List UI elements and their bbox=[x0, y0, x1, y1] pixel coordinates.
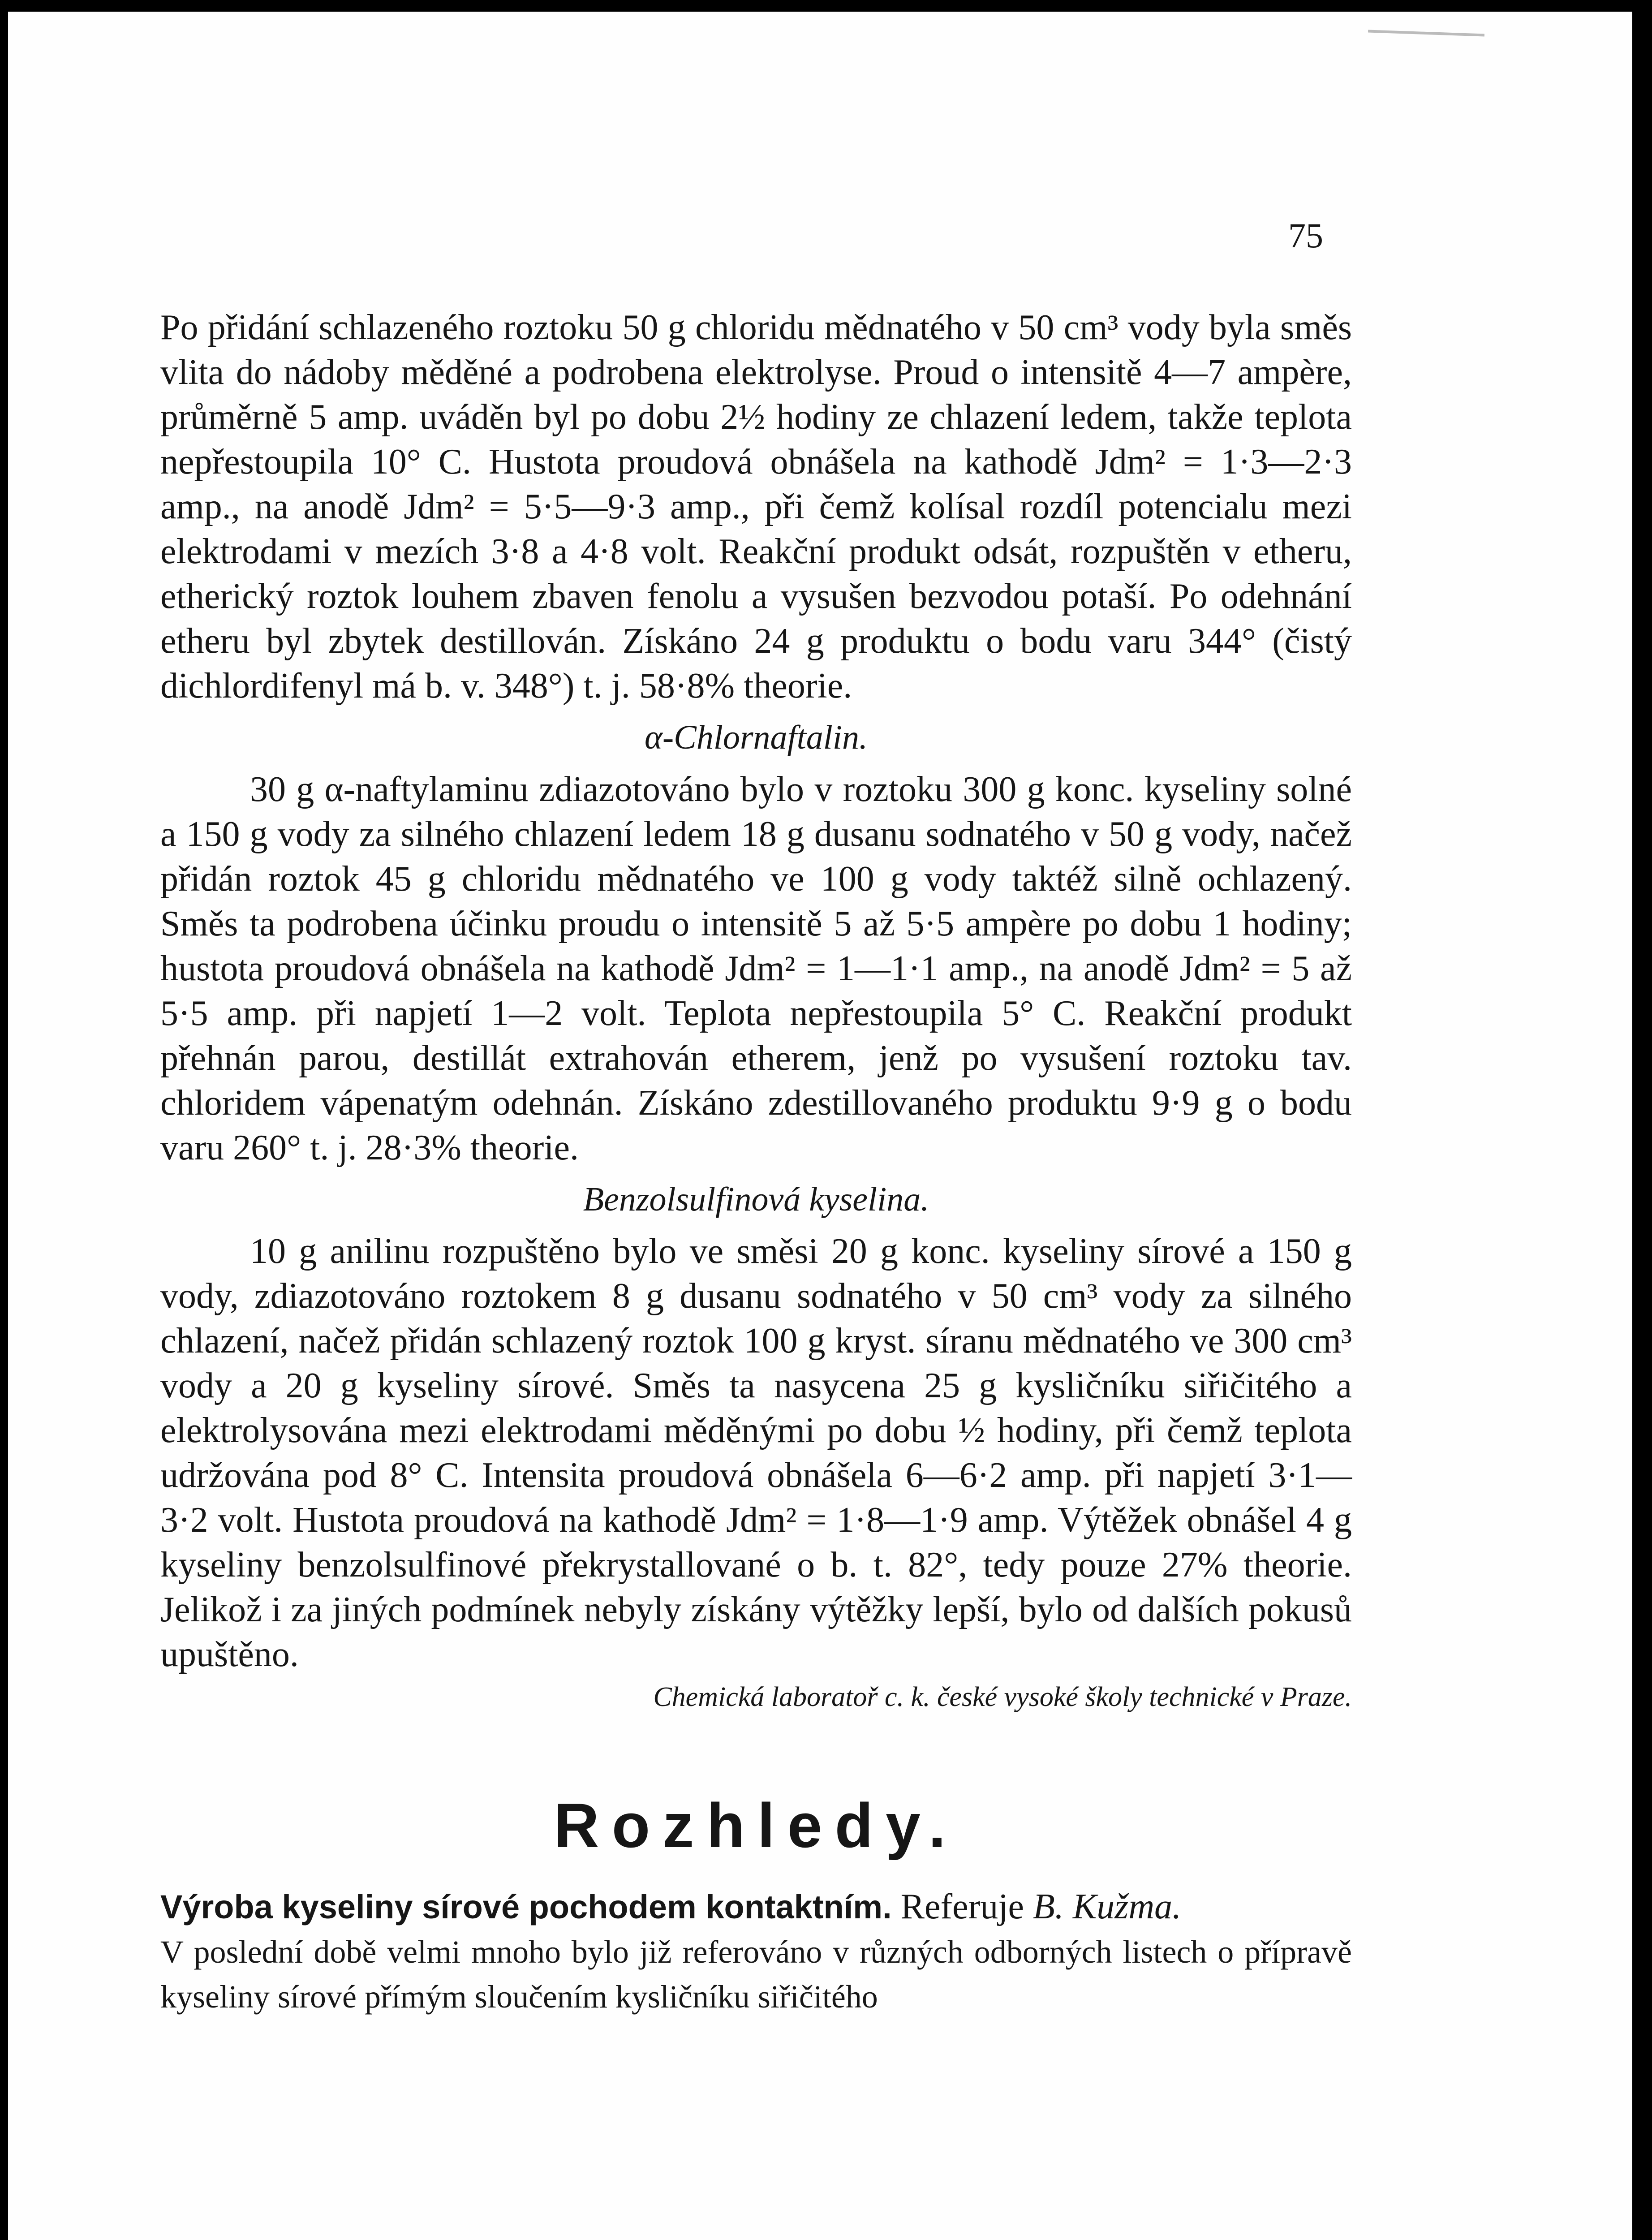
lab-signature: Chemická laboratoř c. k. české vysoké školy technické v Praze. bbox=[653, 1682, 1352, 1712]
subheading-author: B. Kužma. bbox=[1033, 1887, 1182, 1926]
heading-benzolsulfinova: Benzolsulfinová kyselina. bbox=[583, 1180, 929, 1218]
document-page bbox=[8, 12, 1632, 2240]
subheading-ref: Referuje bbox=[891, 1887, 1033, 1926]
subheading-title: Výroba kyseliny sírové pochodem kontaktním. bbox=[160, 1888, 892, 1926]
paragraph-chlornaftalin: 30 g α-naftylaminu zdiazotováno bylo v roztoku 300 g konc. kyseliny solné a 150 g vody za silného chlazení ledem 18 g dusanu sodnatého v 50 g vody, načež přidán roztok 45 g chloridu mědnatého ve 100 g vody taktéž silně ochlazený. Směs ta podrobena účinku proudu o intensitě 5 až 5·5 ampère po dobu 1 hodiny; hustota proudová obnášela na kathodě Jdm² = 1—1·1 amp., na anodě Jdm² = 5 až 5·5 amp. při napjetí 1—2 volt. Teplota nepřestoupila 5° C. Reakční produkt přehnán parou, destillát extrahován etherem, jenž po vysušení roztoku tav. chloridem vápenatým odehnán. Získáno zdestillovaného produktu 9·9 g o bodu varu 260° t. j. 28·3% theorie. bbox=[160, 770, 1352, 1167]
subheading-vyroba bbox=[160, 1884, 1352, 1930]
paragraph-benzolsulfinova: 10 g anilinu rozpuštěno bylo ve směsi 20 g konc. kyseliny sírové a 150 g vody, zdiazotováno roztokem 8 g dusanu sodnatého v 50 cm³ vody za silného chlazení, načež přidán schlazený roztok 100 g kryst. síranu mědnatého ve 300 cm³ vody a 20 g kyseliny sírové. Směs ta nasycena 25 g kysličníku siřičitého a elektrolysována mezi elektrodami měděnými po dobu ½ hodiny, při čemž teplota udržována pod 8° C. Intensita proudová obnášela 6—6·2 amp. při napjetí 3·1—3·2 volt. Hustota proudová na kathodě Jdm² = 1·8—1·9 amp. Výtěžek obnášel 4 g kyseliny benzolsulfinové překrystallované o b. t. 82°, tedy pouze 27% theorie. Jelikož i za jiných podmínek nebyly získány výtěžky lepší, bylo od dalších pokusů upuštěno. bbox=[160, 1232, 1352, 1674]
scan-artifact bbox=[1368, 30, 1484, 36]
page-number: 75 bbox=[1288, 216, 1323, 255]
paragraph-dichlordifenyl: Po přidání schlazeného roztoku 50 g chloridu mědnatého v 50 cm³ vody byla směs vlita do nádoby měděné a podrobena elektrolyse. Proud o intensitě 4—7 ampère, průměrně 5 amp. uváděn byl po dobu 2½ hodiny ze chlazení ledem, takže teplota nepřestoupila 10° C. Hustota proudová obnášela na kathodě Jdm² = 1·3—2·3 amp., na anodě Jdm² = 5·5—9·3 amp., při čemž kolísal rozdíl potencialu mezi elektrodami v mezích 3·8 a 4·8 volt. Reakční produkt odsát, rozpuštěn v etheru, etherický roztok louhem zbaven fenolu a vysušen bezvodou potaší. Po odehnání etheru byl zbytek destillován. Získáno 24 g produktu o bodu varu 344° (čistý dichlordifenyl má b. v. 348°) t. j. 58·8% theorie. bbox=[160, 308, 1352, 706]
paragraph-vyroba: V poslední době velmi mnoho bylo již referováno v různých odborných listech o přípravě kyseliny sírové přímým sloučením kysličníku siřičitého bbox=[160, 1934, 1352, 2015]
article-body bbox=[160, 305, 1352, 2019]
heading-rozhledy: Rozhledy. bbox=[554, 1790, 959, 1861]
heading-chlornaftalin: α-Chlornaftalin. bbox=[644, 719, 868, 756]
